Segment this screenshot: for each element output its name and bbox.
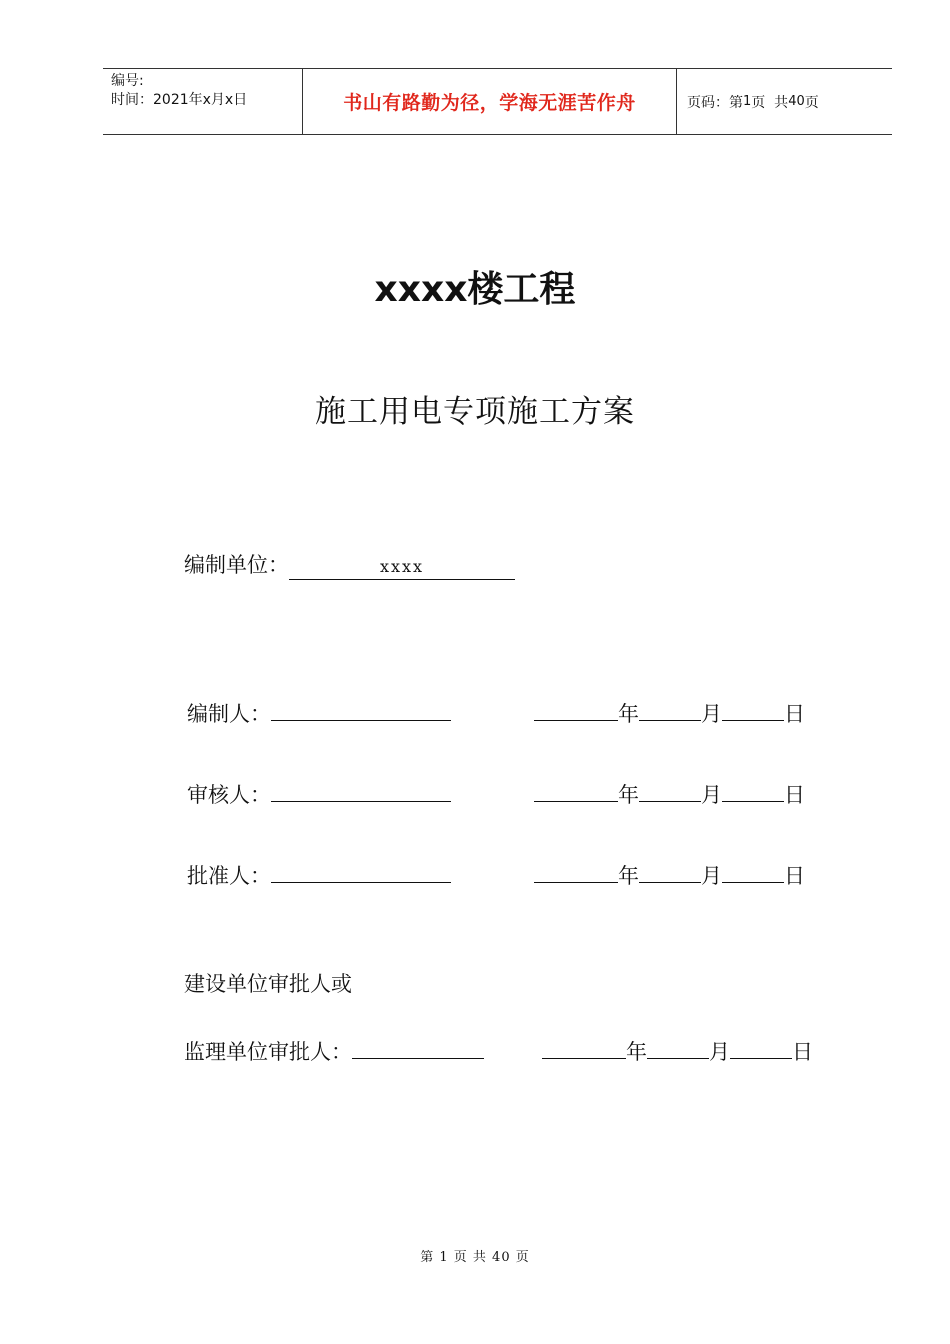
compiler-field (187, 698, 451, 729)
approver-year-line[interactable] (534, 860, 618, 883)
supervisor-label: 监理单位审批人： (184, 1040, 352, 1064)
header-page-info (677, 69, 892, 134)
day-label: 日 (792, 1040, 813, 1064)
approver-date (534, 860, 805, 891)
header-meta (103, 69, 303, 134)
unit-field (184, 550, 515, 580)
supervisor-month-line[interactable] (647, 1036, 709, 1059)
page-prefix: 页码：第 (687, 94, 743, 111)
reviewer-day-line[interactable] (722, 779, 784, 802)
compiler-day-line[interactable] (722, 698, 784, 721)
reviewer-field (187, 779, 451, 810)
year-label: 年 (626, 1040, 647, 1064)
month-label: 月 (701, 702, 722, 726)
unit-label: 编制单位： (184, 553, 289, 577)
approver-line[interactable] (271, 860, 451, 883)
approver-field (187, 860, 451, 891)
page-current: 1 (743, 94, 752, 109)
compiler-line[interactable] (271, 698, 451, 721)
page-total: 40 (788, 94, 805, 109)
unit-value[interactable]: xxxx (289, 555, 515, 580)
approver-month-line[interactable] (639, 860, 701, 883)
compiler-label: 编制人： (187, 702, 271, 726)
reviewer-date (534, 779, 805, 810)
year-label: 年 (618, 864, 639, 888)
day-label: 日 (784, 864, 805, 888)
reviewer-month-line[interactable] (639, 779, 701, 802)
document-title: xxxx楼工程 (374, 269, 576, 310)
year-label: 年 (618, 783, 639, 807)
supervisor-date (542, 1036, 813, 1067)
document-subtitle: 施工用电专项施工方案 (315, 394, 635, 430)
compiler-month-line[interactable] (639, 698, 701, 721)
time-label: 时间：2021年x月x日 (111, 92, 248, 108)
reviewer-label: 审核人： (187, 783, 271, 807)
month-label: 月 (709, 1040, 730, 1064)
day-label: 日 (784, 783, 805, 807)
page-mid: 页 共 (751, 94, 789, 111)
supervisor-year-line[interactable] (542, 1036, 626, 1059)
compiler-year-line[interactable] (534, 698, 618, 721)
year-label: 年 (618, 702, 639, 726)
approver-label: 批准人： (187, 864, 271, 888)
owner-approver-label: 建设单位审批人或 (184, 972, 352, 996)
reviewer-line[interactable] (271, 779, 451, 802)
supervisor-field (184, 1036, 484, 1067)
reviewer-year-line[interactable] (534, 779, 618, 802)
supervisor-line[interactable] (352, 1036, 484, 1059)
page-suffix: 页 (804, 94, 819, 111)
supervisor-day-line[interactable] (730, 1036, 792, 1059)
month-label: 月 (701, 864, 722, 888)
compiler-date (534, 698, 805, 729)
motto-text: 书山有路勤为径，学海无涯苦作舟 (343, 92, 636, 114)
approver-day-line[interactable] (722, 860, 784, 883)
day-label: 日 (784, 702, 805, 726)
page-header (103, 68, 892, 135)
header-motto (303, 69, 677, 134)
serial-label: 编号: (111, 73, 144, 89)
month-label: 月 (701, 783, 722, 807)
page-footer: 第 1 页 共 40 页 (420, 1250, 530, 1265)
